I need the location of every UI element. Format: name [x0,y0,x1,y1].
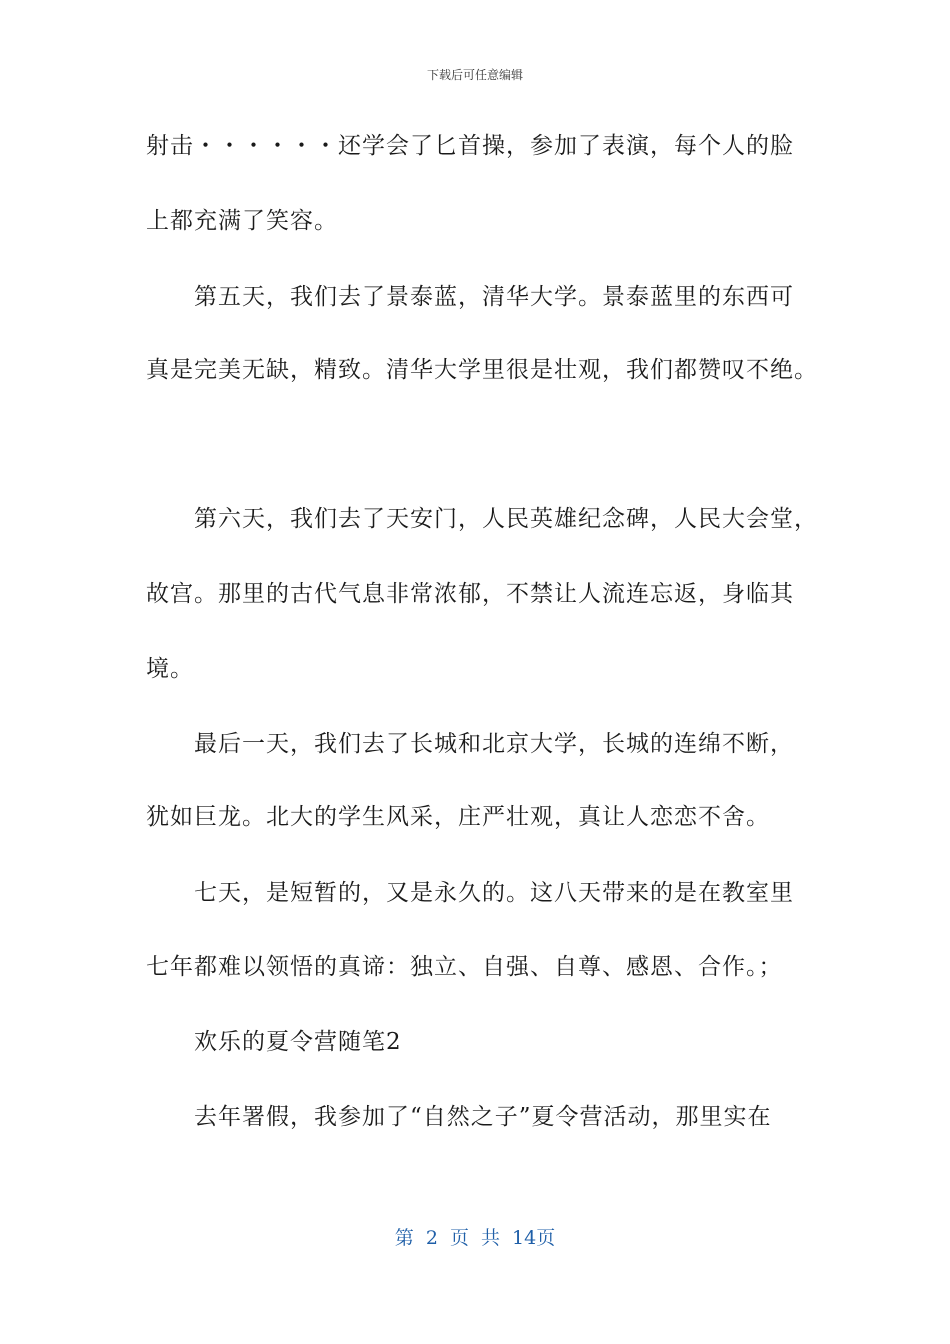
text-line: 真是完美无缺，精致。清华大学里很是壮观，我们都赞叹不绝。 [146,357,818,383]
text-line: 最后一天，我们去了长城和北京大学，长城的连绵不断， [194,731,794,757]
text-line: 故宫。那里的古代气息非常浓郁，不禁让人流连忘返，身临其 [146,581,794,607]
text-line: 射击・・・・・・还学会了匕首操，参加了表演，每个人的脸 [146,133,794,159]
text-line: 七年都难以领悟的真谛：独立、自强、自尊、感恩、合作。； [146,954,783,980]
text-line: 境。 [146,656,194,682]
text-line: 七天，是短暂的，又是永久的。这八天带来的是在教室里 [194,880,794,906]
text-line: 第五天，我们去了景泰蓝，清华大学。景泰蓝里的东西可 [194,284,794,310]
section-heading: 欢乐的夏令营随笔2 [194,1029,402,1055]
text-line: 上都充满了笑容。 [146,208,338,234]
page-number-footer: 第 2 页 共 14页 [394,1227,556,1249]
page-header: 下载后可任意编辑 [426,68,523,82]
text-line: 犹如巨龙。北大的学生风采，庄严壮观，真让人恋恋不舍。 [146,804,770,830]
text-line: 去年署假，我参加了“自然之子”夏令营活动，那里实在 [194,1104,772,1130]
text-line: 第六天，我们去了天安门，人民英雄纪念碑，人民大会堂， [194,506,818,532]
